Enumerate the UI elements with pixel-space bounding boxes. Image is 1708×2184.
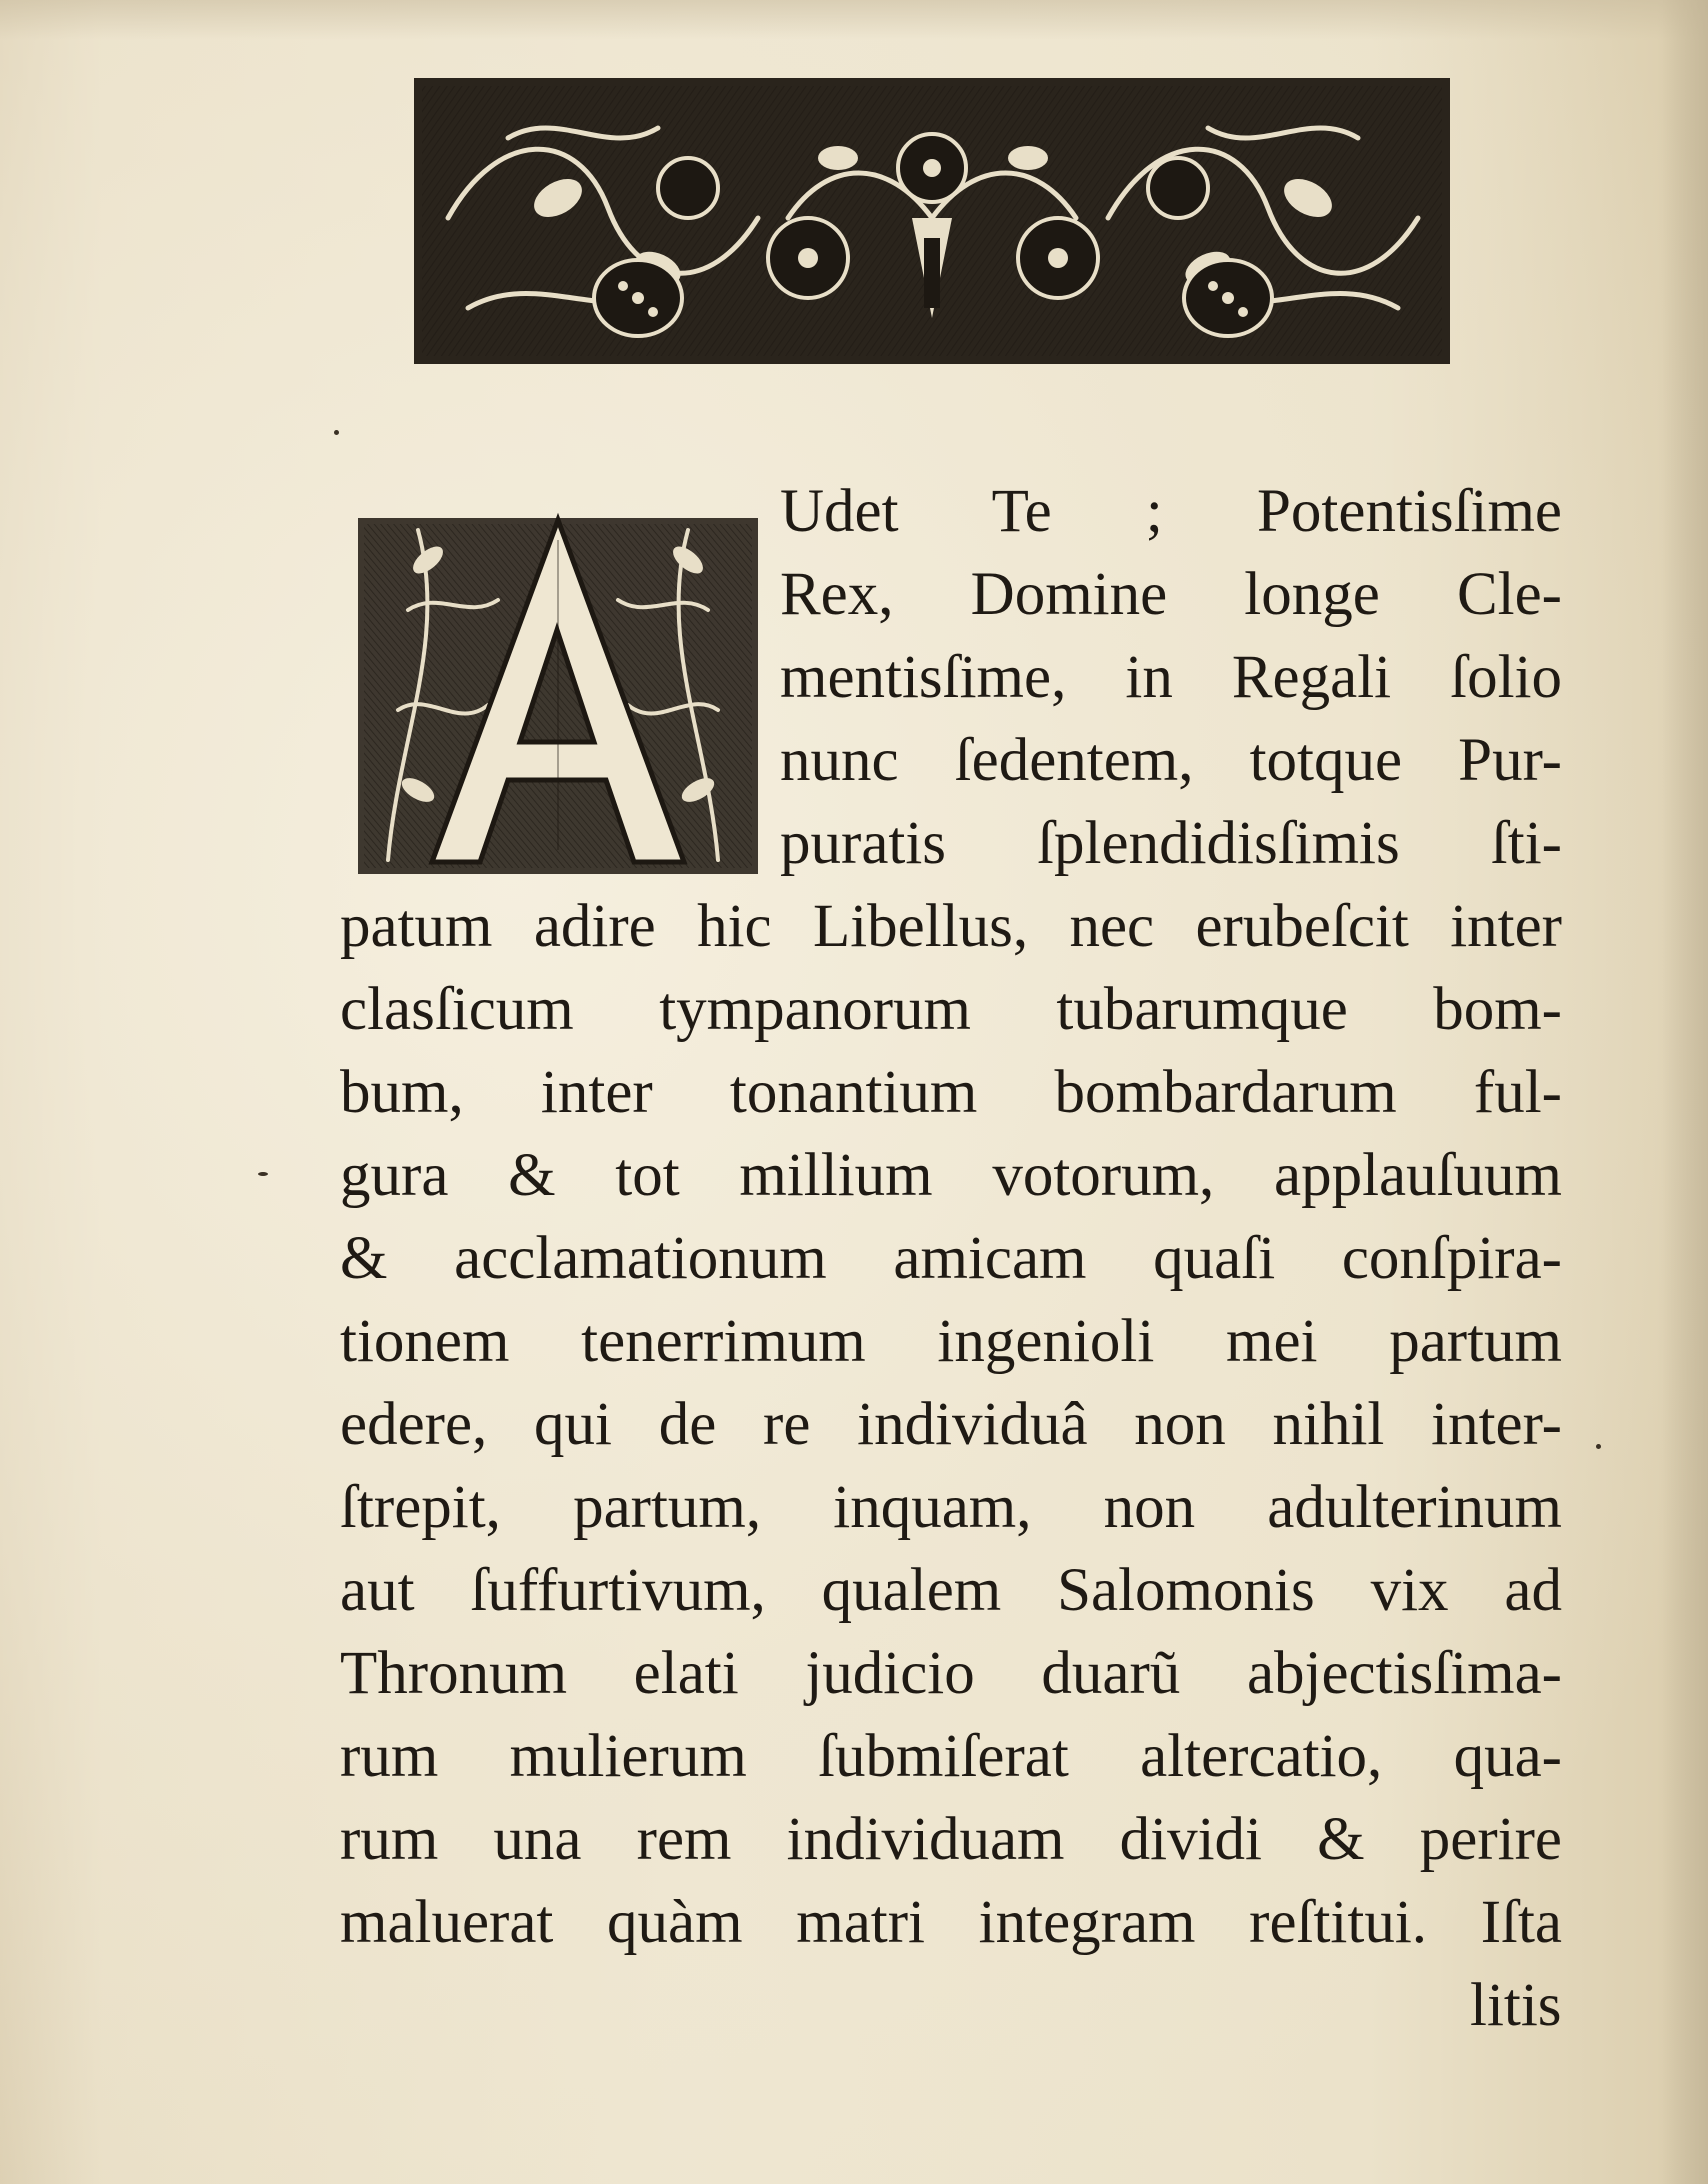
text-line: clasſicum tympanorum tubarumque bom- <box>340 976 1562 1043</box>
text-line: rum una rem individuam dividi & perire <box>340 1806 1562 1873</box>
page-edge-shadow-right <box>1662 0 1708 2184</box>
text-line: gura & tot millium votorum, applauſuum <box>340 1142 1562 1209</box>
text-line: & acclamationum amicam quaſi conſpira- <box>340 1225 1562 1292</box>
text-line: maluerat quàm matri integram reſtitui. Iſta <box>340 1889 1562 1956</box>
ornamental-headpiece <box>408 68 1456 374</box>
text-line: puratis ſplendidisſimis ſti- <box>780 810 1562 877</box>
text-line: aut ſuffurtivum, qualem Salomonis vix ad <box>340 1557 1562 1624</box>
decorated-initial-a <box>358 490 764 878</box>
text-line: patum adire hic Libellus, nec erubeſcit inter <box>340 893 1562 960</box>
paper-speck <box>258 1172 268 1176</box>
text-line: Thronum elati judicio duarũ abjectisſima- <box>340 1640 1562 1707</box>
text-line: ſtrepit, partum, inquam, non adulterinum <box>340 1474 1562 1541</box>
text-line: rum mulierum ſubmiſerat altercatio, qua- <box>340 1723 1562 1790</box>
paper-speck <box>334 430 339 435</box>
text-line: edere, qui de re individuâ non nihil inter- <box>340 1391 1562 1458</box>
text-line: Udet Te ; Potentisſime <box>780 478 1562 545</box>
page-edge-shadow <box>0 0 1708 40</box>
text-line: mentisſime, in Regali ſolio <box>780 644 1562 711</box>
catchword: litis <box>1470 1972 1562 2039</box>
text-line: tionem tenerrimum ingenioli mei partum <box>340 1308 1562 1375</box>
text-line: nunc ſedentem, totque Pur- <box>780 727 1562 794</box>
text-line: bum, inter tonantium bombardarum ful- <box>340 1059 1562 1126</box>
text-line: Rex, Domine longe Cle- <box>780 561 1562 628</box>
paper-speck <box>1596 1444 1601 1449</box>
